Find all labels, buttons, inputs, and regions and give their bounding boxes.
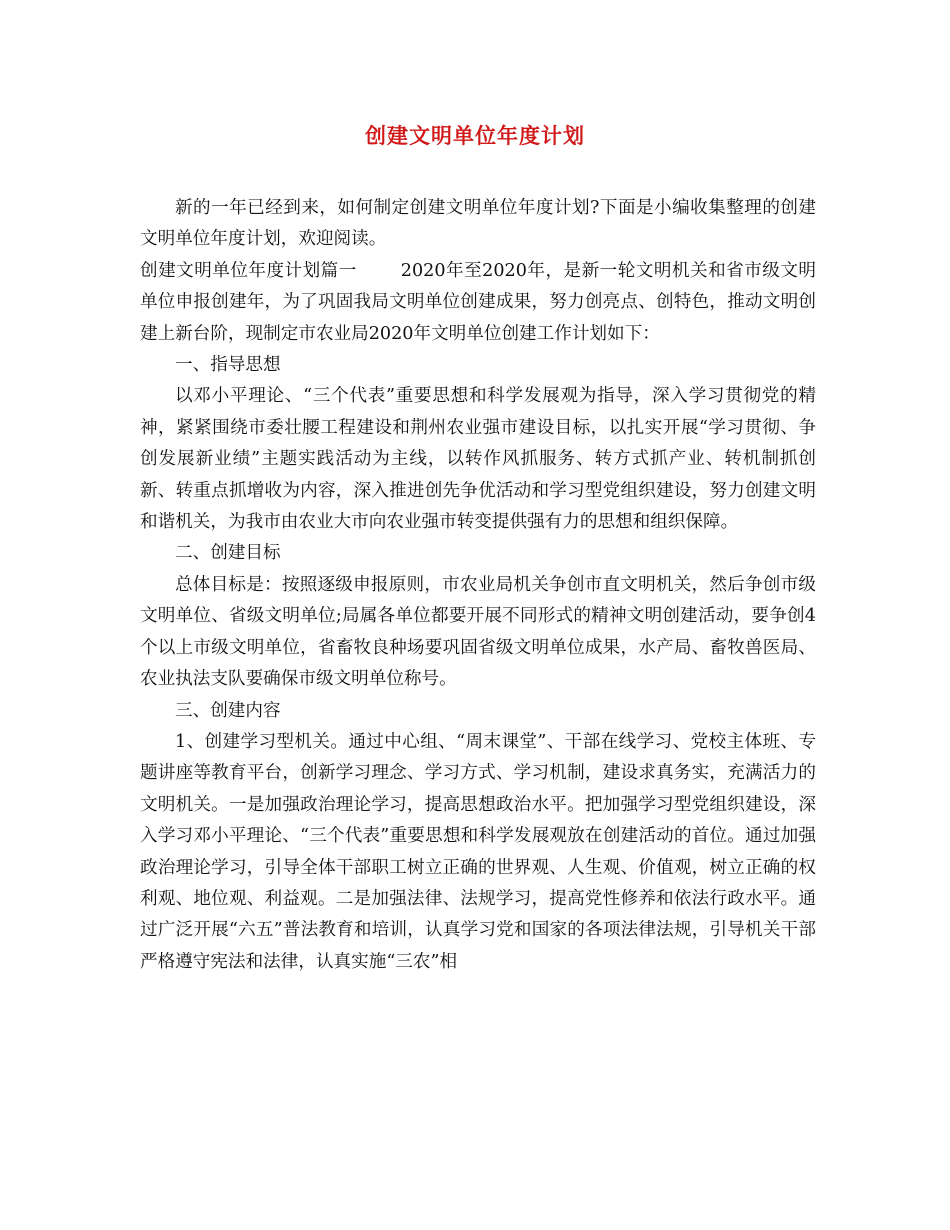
section-label: 创建文明单位年度计划篇一 (140, 260, 357, 281)
opening-text: 2020年至2020年，是新一轮文明机关和省市级文明单位申报创建年，为了巩固我局文明单位创建成果，努力创亮点、创特色，推动文明创建上新台阶，现制定市农业局2020年文明单位创建工作计划如下： (140, 260, 816, 344)
intro-paragraph: 新的一年已经到来，如何制定创建文明单位年度计划?下面是小编收集整理的创建文明单位年度计划，欢迎阅读。 (140, 198, 816, 250)
document-body (140, 193, 816, 978)
paragraph-goals: 总体目标是：按照逐级申报原则，市农业局机关争创市直文明机关，然后争创市级文明单位、省级文明单位;局属各单位都要开展不同形式的精神文明创建活动，要争创4个以上市级文明单位，省畜牧良种场要巩固省级文明单位成果，水产局、畜牧兽医局、农业执法支队要确保市级文明单位称号。 (140, 574, 816, 690)
heading-content: 三、创建内容 (175, 700, 281, 721)
heading-guiding-thought: 一、指导思想 (175, 355, 281, 376)
document-title: 创建文明单位年度计划 (365, 123, 585, 148)
opening-paragraph (140, 256, 816, 350)
paragraph-guiding-thought: 以邓小平理论、“三个代表”重要思想和科学发展观为指导，深入学习贯彻党的精神，紧紧围绕市委壮腰工程建设和荆州农业强市建设目标，以扎实开展“学习贯彻、争创发展新业绩”主题实践活动为主线，以转作风抓服务、转方式抓产业、转机制抓创新、转重点抓增收为内容，深入推进创先争优活动和学习型党组织建设，努力创建文明和谐机关，为我市由农业大市向农业强市转变提供强有力的思想和组织保障。 (140, 386, 816, 533)
paragraph-content: 1、创建学习型机关。通过中心组、“周末课堂”、干部在线学习、党校主体班、专题讲座等教育平台，创新学习理念、学习方式、学习机制，建设求真务实，充满活力的文明机关。一是加强政治理论学习，提高思想政治水平。把加强学习型党组织建设，深入学习邓小平理论、“三个代表”重要思想和科学发展观放在创建活动的首位。通过加强政治理论学习，引导全体干部职工树立正确的世界观、人生观、价值观，树立正确的权利观、地位观、利益观。二是加强法律、法规学习，提高党性修养和依法行政水平。通过广泛开展“六五”普法教育和培训，认真学习党和国家的各项法律法规，引导机关干部严格遵守宪法和法律，认真实施“三农”相 (140, 731, 816, 972)
heading-goals: 二、创建目标 (175, 543, 281, 564)
